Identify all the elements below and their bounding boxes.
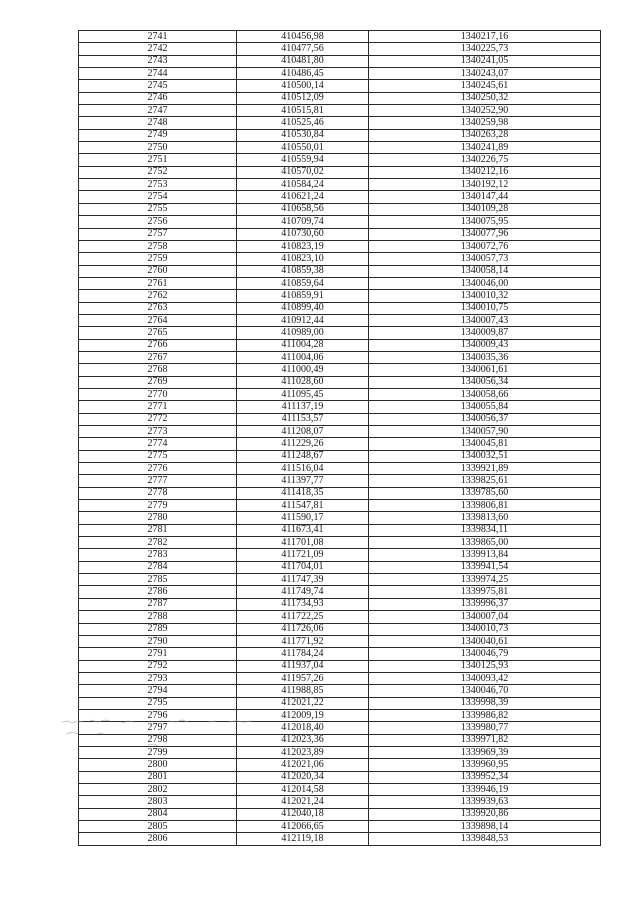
- x-coordinate-cell: 411418,35: [237, 487, 369, 499]
- y-coordinate-cell: 1339898,14: [369, 821, 601, 833]
- y-coordinate-cell: 1340226,75: [369, 154, 601, 166]
- y-coordinate-cell: 1340075,95: [369, 216, 601, 228]
- x-coordinate-cell: 411516,04: [237, 463, 369, 475]
- table-row: [79, 191, 601, 203]
- point-number-cell: 2772: [79, 413, 237, 425]
- table-row: [79, 549, 601, 561]
- table-row: [79, 796, 601, 808]
- x-coordinate-cell: 411397,77: [237, 475, 369, 487]
- table-row: [79, 537, 601, 549]
- x-coordinate-cell: 412021,06: [237, 759, 369, 771]
- point-number-cell: 2792: [79, 660, 237, 672]
- y-coordinate-cell: 1340245,61: [369, 80, 601, 92]
- table-row: [79, 697, 601, 709]
- table-row: [79, 808, 601, 820]
- x-coordinate-cell: 410477,56: [237, 43, 369, 55]
- point-number-cell: 2775: [79, 450, 237, 462]
- point-number-cell: 2744: [79, 68, 237, 80]
- x-coordinate-cell: 411208,07: [237, 426, 369, 438]
- x-coordinate-cell: 411704,01: [237, 561, 369, 573]
- x-coordinate-cell: 411726,06: [237, 623, 369, 635]
- y-coordinate-cell: 1339921,89: [369, 463, 601, 475]
- table-row: [79, 672, 601, 684]
- x-coordinate-cell: 411957,26: [237, 672, 369, 684]
- y-coordinate-cell: 1340046,79: [369, 648, 601, 660]
- point-number-cell: 2746: [79, 92, 237, 104]
- x-coordinate-cell: 410859,38: [237, 265, 369, 277]
- point-number-cell: 2790: [79, 635, 237, 647]
- table-row: [79, 746, 601, 758]
- x-coordinate-cell: 411028,60: [237, 376, 369, 388]
- table-row: [79, 771, 601, 783]
- table-row: [79, 364, 601, 376]
- y-coordinate-cell: 1340109,28: [369, 203, 601, 215]
- y-coordinate-cell: 1339806,81: [369, 500, 601, 512]
- point-number-cell: 2762: [79, 290, 237, 302]
- x-coordinate-cell: 411784,24: [237, 648, 369, 660]
- table-row: [79, 388, 601, 400]
- point-number-cell: 2780: [79, 512, 237, 524]
- table-row: [79, 92, 601, 104]
- y-coordinate-cell: 1340055,84: [369, 401, 601, 413]
- point-number-cell: 2803: [79, 796, 237, 808]
- x-coordinate-cell: 411721,09: [237, 549, 369, 561]
- y-coordinate-cell: 1340010,73: [369, 623, 601, 635]
- y-coordinate-cell: 1339952,34: [369, 771, 601, 783]
- point-number-cell: 2796: [79, 709, 237, 721]
- x-coordinate-cell: 410512,09: [237, 92, 369, 104]
- x-coordinate-cell: 411248,67: [237, 450, 369, 462]
- y-coordinate-cell: 1340259,98: [369, 117, 601, 129]
- point-number-cell: 2753: [79, 179, 237, 191]
- table-row: [79, 216, 601, 228]
- x-coordinate-cell: 412023,89: [237, 746, 369, 758]
- y-coordinate-cell: 1340009,43: [369, 339, 601, 351]
- x-coordinate-cell: 410912,44: [237, 314, 369, 326]
- y-coordinate-cell: 1339969,39: [369, 746, 601, 758]
- point-number-cell: 2805: [79, 821, 237, 833]
- x-coordinate-cell: 411229,26: [237, 438, 369, 450]
- point-number-cell: 2752: [79, 166, 237, 178]
- x-coordinate-cell: 410550,01: [237, 142, 369, 154]
- table-row: [79, 253, 601, 265]
- point-number-cell: 2781: [79, 524, 237, 536]
- table-row: [79, 524, 601, 536]
- table-row: [79, 500, 601, 512]
- x-coordinate-cell: 410530,84: [237, 129, 369, 141]
- table-row: [79, 635, 601, 647]
- table-row: [79, 413, 601, 425]
- y-coordinate-cell: 1340072,76: [369, 240, 601, 252]
- point-number-cell: 2742: [79, 43, 237, 55]
- x-coordinate-cell: 410859,91: [237, 290, 369, 302]
- x-coordinate-cell: 410823,19: [237, 240, 369, 252]
- y-coordinate-cell: 1340077,96: [369, 228, 601, 240]
- x-coordinate-cell: 411004,28: [237, 339, 369, 351]
- point-number-cell: 2793: [79, 672, 237, 684]
- table-row: [79, 463, 601, 475]
- x-coordinate-cell: 412119,18: [237, 833, 369, 845]
- y-coordinate-cell: 1340058,14: [369, 265, 601, 277]
- x-coordinate-cell: 410525,46: [237, 117, 369, 129]
- y-coordinate-cell: 1340093,42: [369, 672, 601, 684]
- table-row: [79, 734, 601, 746]
- x-coordinate-cell: 411095,45: [237, 388, 369, 400]
- point-number-cell: 2765: [79, 327, 237, 339]
- x-coordinate-cell: 410730,60: [237, 228, 369, 240]
- table-row: [79, 117, 601, 129]
- x-coordinate-cell: 412014,58: [237, 783, 369, 795]
- y-coordinate-cell: 1340040,61: [369, 635, 601, 647]
- y-coordinate-cell: 1339920,86: [369, 808, 601, 820]
- x-coordinate-cell: 411137,19: [237, 401, 369, 413]
- x-coordinate-cell: 410486,45: [237, 68, 369, 80]
- y-coordinate-cell: 1340046,00: [369, 277, 601, 289]
- y-coordinate-cell: 1339975,81: [369, 586, 601, 598]
- point-number-cell: 2759: [79, 253, 237, 265]
- table-row: [79, 759, 601, 771]
- point-number-cell: 2751: [79, 154, 237, 166]
- point-number-cell: 2754: [79, 191, 237, 203]
- y-coordinate-cell: 1340007,04: [369, 611, 601, 623]
- x-coordinate-cell: 410584,24: [237, 179, 369, 191]
- y-coordinate-cell: 1340010,75: [369, 302, 601, 314]
- point-number-cell: 2801: [79, 771, 237, 783]
- point-number-cell: 2777: [79, 475, 237, 487]
- x-coordinate-cell: 410859,64: [237, 277, 369, 289]
- x-coordinate-cell: 410559,94: [237, 154, 369, 166]
- point-number-cell: 2795: [79, 697, 237, 709]
- point-number-cell: 2771: [79, 401, 237, 413]
- point-number-cell: 2783: [79, 549, 237, 561]
- y-coordinate-cell: 1339996,37: [369, 598, 601, 610]
- y-coordinate-cell: 1340045,81: [369, 438, 601, 450]
- table-row: [79, 339, 601, 351]
- table-row: [79, 351, 601, 363]
- y-coordinate-cell: 1340125,93: [369, 660, 601, 672]
- y-coordinate-cell: 1339825,61: [369, 475, 601, 487]
- point-number-cell: 2785: [79, 574, 237, 586]
- table-row: [79, 166, 601, 178]
- x-coordinate-cell: 411771,92: [237, 635, 369, 647]
- y-coordinate-cell: 1339986,82: [369, 709, 601, 721]
- table-row: [79, 598, 601, 610]
- x-coordinate-cell: 411701,08: [237, 537, 369, 549]
- table-row: [79, 302, 601, 314]
- point-number-cell: 2776: [79, 463, 237, 475]
- y-coordinate-cell: 1340241,89: [369, 142, 601, 154]
- x-coordinate-cell: 410621,24: [237, 191, 369, 203]
- y-coordinate-cell: 1340009,87: [369, 327, 601, 339]
- point-number-cell: 2749: [79, 129, 237, 141]
- table-row: [79, 327, 601, 339]
- table-row: [79, 438, 601, 450]
- table-row: [79, 512, 601, 524]
- y-coordinate-cell: 1340192,12: [369, 179, 601, 191]
- point-number-cell: 2760: [79, 265, 237, 277]
- y-coordinate-cell: 1340061,61: [369, 364, 601, 376]
- table-row: [79, 129, 601, 141]
- table-row: [79, 487, 601, 499]
- table-row: [79, 685, 601, 697]
- x-coordinate-cell: 410456,98: [237, 31, 369, 43]
- table-row: [79, 450, 601, 462]
- y-coordinate-cell: 1340046,70: [369, 685, 601, 697]
- x-coordinate-cell: 410515,81: [237, 105, 369, 117]
- y-coordinate-cell: 1339980,77: [369, 722, 601, 734]
- x-coordinate-cell: 410709,74: [237, 216, 369, 228]
- point-number-cell: 2773: [79, 426, 237, 438]
- x-coordinate-cell: 411734,93: [237, 598, 369, 610]
- y-coordinate-cell: 1340058,66: [369, 388, 601, 400]
- point-number-cell: 2778: [79, 487, 237, 499]
- point-number-cell: 2789: [79, 623, 237, 635]
- x-coordinate-cell: 411988,85: [237, 685, 369, 697]
- point-number-cell: 2806: [79, 833, 237, 845]
- y-coordinate-cell: 1339834,11: [369, 524, 601, 536]
- y-coordinate-cell: 1339848,53: [369, 833, 601, 845]
- y-coordinate-cell: 1339939,63: [369, 796, 601, 808]
- y-coordinate-cell: 1340147,44: [369, 191, 601, 203]
- x-coordinate-cell: 410899,40: [237, 302, 369, 314]
- point-number-cell: 2767: [79, 351, 237, 363]
- table-row: [79, 142, 601, 154]
- point-number-cell: 2794: [79, 685, 237, 697]
- point-number-cell: 2743: [79, 55, 237, 67]
- y-coordinate-cell: 1340217,16: [369, 31, 601, 43]
- table-row: [79, 426, 601, 438]
- table-row: [79, 277, 601, 289]
- table-row: [79, 475, 601, 487]
- y-coordinate-cell: 1340010,32: [369, 290, 601, 302]
- y-coordinate-cell: 1339913,84: [369, 549, 601, 561]
- table-row: [79, 240, 601, 252]
- x-coordinate-cell: 411153,57: [237, 413, 369, 425]
- table-row: [79, 314, 601, 326]
- table-row: [79, 105, 601, 117]
- table-row: [79, 783, 601, 795]
- y-coordinate-cell: 1340243,07: [369, 68, 601, 80]
- y-coordinate-cell: 1340241,05: [369, 55, 601, 67]
- x-coordinate-cell: 410823,10: [237, 253, 369, 265]
- point-number-cell: 2804: [79, 808, 237, 820]
- table-row: [79, 833, 601, 845]
- x-coordinate-cell: 412021,22: [237, 697, 369, 709]
- x-coordinate-cell: 411000,49: [237, 364, 369, 376]
- table-row: [79, 68, 601, 80]
- table-row: [79, 43, 601, 55]
- point-number-cell: 2799: [79, 746, 237, 758]
- x-coordinate-cell: 412020,34: [237, 771, 369, 783]
- y-coordinate-cell: 1340057,73: [369, 253, 601, 265]
- point-number-cell: 2769: [79, 376, 237, 388]
- point-number-cell: 2750: [79, 142, 237, 154]
- y-coordinate-cell: 1339998,39: [369, 697, 601, 709]
- point-number-cell: 2745: [79, 80, 237, 92]
- y-coordinate-cell: 1339974,25: [369, 574, 601, 586]
- table-row: [79, 574, 601, 586]
- x-coordinate-cell: 412009,19: [237, 709, 369, 721]
- point-number-cell: 2774: [79, 438, 237, 450]
- table-row: [79, 648, 601, 660]
- y-coordinate-cell: 1340250,32: [369, 92, 601, 104]
- document-page: [78, 30, 600, 846]
- y-coordinate-cell: 1339813,60: [369, 512, 601, 524]
- point-number-cell: 2802: [79, 783, 237, 795]
- x-coordinate-cell: 410658,56: [237, 203, 369, 215]
- y-coordinate-cell: 1340263,28: [369, 129, 601, 141]
- coordinates-table-body: [79, 31, 601, 846]
- x-coordinate-cell: 411004,06: [237, 351, 369, 363]
- table-row: [79, 709, 601, 721]
- table-row: [79, 55, 601, 67]
- point-number-cell: 2756: [79, 216, 237, 228]
- y-coordinate-cell: 1340057,90: [369, 426, 601, 438]
- table-row: [79, 561, 601, 573]
- point-number-cell: 2757: [79, 228, 237, 240]
- table-row: [79, 611, 601, 623]
- y-coordinate-cell: 1340056,37: [369, 413, 601, 425]
- point-number-cell: 2791: [79, 648, 237, 660]
- table-row: [79, 265, 601, 277]
- point-number-cell: 2770: [79, 388, 237, 400]
- y-coordinate-cell: 1340056,34: [369, 376, 601, 388]
- y-coordinate-cell: 1340225,73: [369, 43, 601, 55]
- table-row: [79, 722, 601, 734]
- table-row: [79, 660, 601, 672]
- y-coordinate-cell: 1340212,16: [369, 166, 601, 178]
- x-coordinate-cell: 411749,74: [237, 586, 369, 598]
- point-number-cell: 2798: [79, 734, 237, 746]
- point-number-cell: 2748: [79, 117, 237, 129]
- x-coordinate-cell: 411747,39: [237, 574, 369, 586]
- point-number-cell: 2786: [79, 586, 237, 598]
- x-coordinate-cell: 411590,17: [237, 512, 369, 524]
- point-number-cell: 2764: [79, 314, 237, 326]
- table-row: [79, 401, 601, 413]
- point-number-cell: 2755: [79, 203, 237, 215]
- x-coordinate-cell: 410481,80: [237, 55, 369, 67]
- point-number-cell: 2784: [79, 561, 237, 573]
- point-number-cell: 2782: [79, 537, 237, 549]
- x-coordinate-cell: 412021,24: [237, 796, 369, 808]
- x-coordinate-cell: 412023,36: [237, 734, 369, 746]
- point-number-cell: 2766: [79, 339, 237, 351]
- point-number-cell: 2741: [79, 31, 237, 43]
- point-number-cell: 2768: [79, 364, 237, 376]
- table-row: [79, 179, 601, 191]
- table-row: [79, 290, 601, 302]
- y-coordinate-cell: 1339941,54: [369, 561, 601, 573]
- table-row: [79, 376, 601, 388]
- x-coordinate-cell: 410989,00: [237, 327, 369, 339]
- point-number-cell: 2761: [79, 277, 237, 289]
- y-coordinate-cell: 1339785,60: [369, 487, 601, 499]
- point-number-cell: 2797: [79, 722, 237, 734]
- y-coordinate-cell: 1340032,51: [369, 450, 601, 462]
- y-coordinate-cell: 1340252,90: [369, 105, 601, 117]
- x-coordinate-cell: 412066,65: [237, 821, 369, 833]
- point-number-cell: 2787: [79, 598, 237, 610]
- x-coordinate-cell: 411722,25: [237, 611, 369, 623]
- point-number-cell: 2788: [79, 611, 237, 623]
- table-row: [79, 623, 601, 635]
- table-row: [79, 586, 601, 598]
- x-coordinate-cell: 412040,18: [237, 808, 369, 820]
- y-coordinate-cell: 1339960,95: [369, 759, 601, 771]
- x-coordinate-cell: 411937,04: [237, 660, 369, 672]
- y-coordinate-cell: 1339971,82: [369, 734, 601, 746]
- point-number-cell: 2779: [79, 500, 237, 512]
- coordinates-table: [78, 30, 601, 846]
- point-number-cell: 2758: [79, 240, 237, 252]
- y-coordinate-cell: 1339946,19: [369, 783, 601, 795]
- point-number-cell: 2747: [79, 105, 237, 117]
- table-row: [79, 821, 601, 833]
- x-coordinate-cell: 410570,02: [237, 166, 369, 178]
- y-coordinate-cell: 1340007,43: [369, 314, 601, 326]
- table-row: [79, 228, 601, 240]
- point-number-cell: 2763: [79, 302, 237, 314]
- x-coordinate-cell: 411547,81: [237, 500, 369, 512]
- table-row: [79, 203, 601, 215]
- table-row: [79, 31, 601, 43]
- point-number-cell: 2800: [79, 759, 237, 771]
- y-coordinate-cell: 1339865,00: [369, 537, 601, 549]
- y-coordinate-cell: 1340035,36: [369, 351, 601, 363]
- x-coordinate-cell: 411673,41: [237, 524, 369, 536]
- table-row: [79, 154, 601, 166]
- x-coordinate-cell: 410500,14: [237, 80, 369, 92]
- table-row: [79, 80, 601, 92]
- x-coordinate-cell: 412018,40: [237, 722, 369, 734]
